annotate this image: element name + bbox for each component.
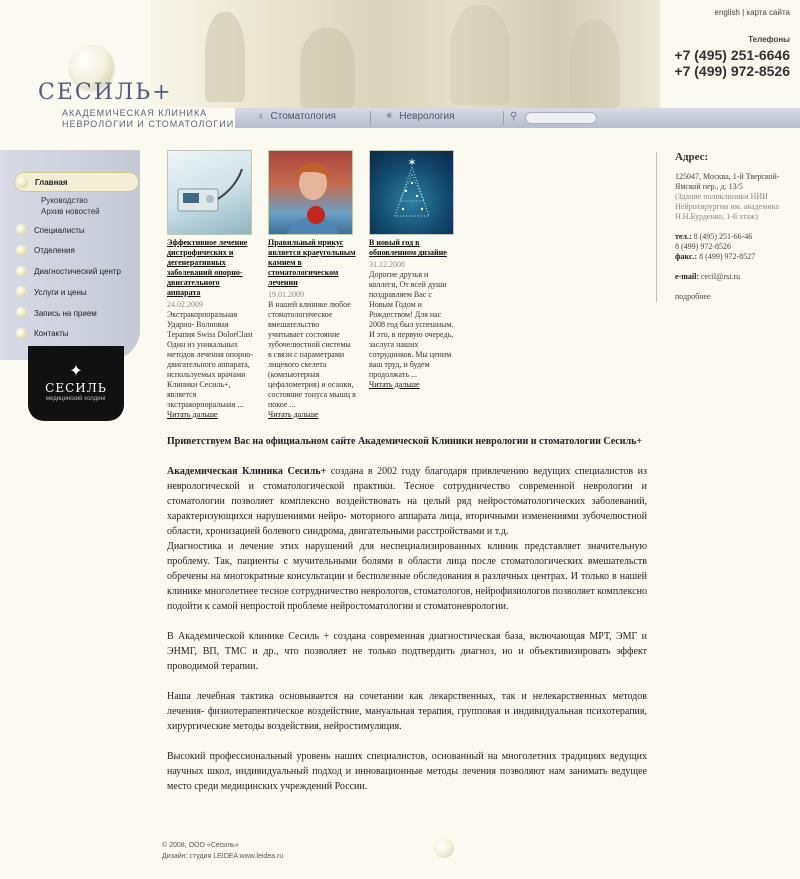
read-more-link[interactable]: Читать дальше: [369, 380, 420, 389]
main-content: [167, 436, 647, 809]
intro-paragraph: [167, 464, 647, 614]
intro-text: создана в 2002 году благодаря привлечению ведущих специалистов из неврологической и стоматологической практики. Тесное сотрудничество современной неврологии и стоматологии позволяет комплексно воздействовать на целый ряд нейростоматологических заболеваний, характеризующихся нарушениями нейро- моторного аппарата лица, вторичными изменениями зубочелюстной области, хронизацией болевого синдрома, двигательными расстройствами и т.д.: [167, 466, 647, 537]
news-text: Экстракорпоральная Ударно- Волновая Терапия Swiss DolorClast Один из уникальных методов лечения опорно-двигательного аппарата, используемых врачами Клиники Сесиль+, является экстракорпоральная ...: [167, 310, 254, 409]
holding-star-icon: ✦: [69, 363, 83, 380]
news-item: [268, 150, 356, 420]
menu-item-home[interactable]: [14, 172, 139, 192]
news-image[interactable]: [268, 150, 353, 235]
news-date: 24.02.2009: [167, 300, 203, 309]
design-credit[interactable]: Дизайн: студия LEIDEA www.leidea.ru: [162, 853, 284, 860]
specialists-paragraph: Высокий профессиональный уровень наших специалистов, основанный на многолетних традициях ведущих научных школ, индивидуальный подход и инновационные методы лечения позволяют нам занимать ведущее место среди медицинских учреждений России.: [167, 751, 647, 792]
tooth-icon: ♁: [257, 111, 265, 122]
top-links-separator: |: [742, 8, 745, 17]
logo-name[interactable]: СЕСИЛЬ+: [38, 80, 173, 105]
phone-number-1: +7 (495) 251-6646: [674, 47, 790, 63]
news-date: 19.01.2009: [268, 290, 304, 299]
header: [0, 0, 800, 145]
read-more-link[interactable]: Читать дальше: [167, 410, 218, 419]
menu-item-contacts[interactable]: [14, 324, 139, 344]
menu-item-appointment[interactable]: [14, 303, 139, 323]
sitemap-link[interactable]: карта сайта: [746, 8, 790, 17]
address-tel-1: [675, 232, 795, 242]
holding-name: СЕСИЛЬ: [45, 381, 107, 395]
phone-number-2: +7 (499) 972-8526: [674, 63, 790, 79]
menu-item-services-prices[interactable]: [14, 282, 139, 302]
fax-value: 8 (499) 972-8527: [699, 252, 756, 261]
address-line: 125047, Москва, 1-й Тверской-Ямской пер., д. 13/5: [675, 172, 780, 191]
menu-bullet-icon: [16, 307, 27, 318]
menu-item-specialists[interactable]: [14, 220, 139, 240]
svg-text:✶: ✶: [407, 157, 417, 169]
clinic-name: Академическая Клиника Сесиль+: [167, 466, 327, 477]
menu-bullet-icon: [16, 245, 27, 256]
address-note: (Здание поликлиники НИИ Нейрохирургии им. академика Н.Н.Бурденко, 1-й этаж): [675, 192, 779, 221]
menu-item-label: Запись на прием: [34, 308, 97, 318]
news-title-link[interactable]: Правильный прикус является краеугольным камнем в стоматологическом лечении: [268, 238, 356, 287]
tab-dentistry-label: Стоматология: [270, 111, 336, 122]
nav-divider: [370, 111, 371, 125]
news-title-link[interactable]: Эффективное лечение дистрофических и дегенеративных заболеваний опорно-двигательного аппарата: [167, 238, 248, 297]
footer: [162, 840, 283, 862]
treatment-paragraph: Наша лечебная тактика основывается на сочетании как лекарственных, так и нелекарственных методов лечения- физиотерапевтическое воздействие, мануальная терапия, групповая и индивидуальная психотерапия, хирургические методы воздействия, нейростимуляция.: [167, 691, 647, 732]
news-item: [369, 150, 457, 390]
search-input[interactable]: [525, 112, 597, 124]
news-item: [167, 150, 255, 420]
logo-tagline: [62, 108, 234, 130]
menu-item-label: Контакты: [34, 329, 69, 339]
submenu-item-management[interactable]: Руководство: [41, 196, 88, 205]
news-text: В нашей клинике любое стоматологическое вмешательство учитывает состояние зубочелюстной системы в связи с параметрами лицевого скелета (компьютерная цефалометрия) и осанки, состояние тонуса мышц в покое ...: [268, 300, 356, 409]
top-navbar: [235, 108, 800, 128]
neuron-icon: ✳: [385, 111, 394, 122]
top-links: [715, 8, 791, 17]
address-block: [675, 152, 795, 302]
copyright: © 2008, ООО «Сесиль»: [162, 842, 239, 849]
email-link[interactable]: cecil@rsi.ru: [701, 272, 741, 281]
news-text: Дорогие друзья и коллеги, От всей души поздравляем Вас с Новым Годом и Рождеством! Для нас 2008 год был успешным. И это, в первую очередь, заслуга наших сотрудников. Мы ценим ваш труд, и будем продолжать ...: [369, 270, 454, 379]
tab-neurology-label: Неврология: [399, 111, 455, 122]
news-date: 31.12.2008: [369, 260, 405, 269]
submenu-item-news-archive[interactable]: Архив новостей: [41, 207, 100, 216]
english-link[interactable]: english: [714, 8, 740, 17]
tagline-line2: НЕВРОЛОГИИ И СТОМАТОЛОГИИ: [62, 119, 235, 129]
page-title: Приветствуем Вас на официальном сайте Академической Клиники неврологии и стоматологии Сесиль+: [167, 436, 643, 447]
menu-item-label: Специалисты: [34, 225, 85, 235]
diagnostic-base-paragraph: В Академической клинике Сесиль + создана современная диагностическая база, включающая МРТ, ЭМГ и ЭНМГ, ВП, ТМС и др., что позволяет не только подтвердить диагноз, но и объективизировать эффект проводимой терапии.: [167, 631, 647, 672]
menu-bullet-icon: [17, 177, 28, 188]
menu-item-label: Услуги и цены: [34, 287, 87, 297]
holding-subtitle: медицинский холдинг: [45, 396, 107, 402]
tel-label: тел.:: [675, 232, 692, 241]
menu-item-departments[interactable]: [14, 241, 139, 261]
address-tel-2: 8 (499) 972-8526: [675, 242, 731, 251]
read-more-link[interactable]: Читать дальше: [268, 410, 319, 419]
news-image[interactable]: [167, 150, 252, 235]
submenu: [14, 195, 139, 217]
holding-logo[interactable]: [28, 346, 124, 421]
tel-value: 8 (495) 251-66-46: [693, 232, 753, 241]
menu-item-label: Диагностический центр: [34, 267, 122, 277]
menu-bullet-icon: [16, 266, 27, 277]
menu-bullet-icon: [16, 224, 27, 235]
address-email: [675, 272, 795, 282]
address-fax: [675, 252, 795, 262]
address-divider: [656, 152, 657, 302]
tab-neurology[interactable]: [385, 111, 455, 122]
menu-bullet-icon: [16, 328, 27, 339]
address-more-link[interactable]: подробнее: [675, 292, 711, 301]
sidebar-menu: [14, 172, 139, 345]
email-label: e-mail:: [675, 272, 699, 281]
nav-divider: [503, 111, 504, 125]
news-title-link[interactable]: В новый год в обновленном дизайне: [369, 238, 447, 257]
news-image[interactable]: [369, 150, 454, 235]
fax-label: факс.:: [675, 252, 698, 261]
footer-pearl-icon: [434, 838, 454, 858]
address-heading: Адрес:: [675, 151, 709, 163]
search-icon[interactable]: ⚲: [510, 111, 518, 122]
menu-bullet-icon: [16, 286, 27, 297]
tagline-line1: АКАДЕМИЧЕСКАЯ КЛИНИКА: [62, 108, 208, 118]
phones-title: Телефоны: [748, 35, 790, 44]
menu-item-diagnostic-center[interactable]: [14, 262, 139, 282]
tab-dentistry[interactable]: [257, 111, 336, 122]
diagnostics-text: Диагностика и лечение этих нарушений для неспециализированных клиник представляет значительную проблему. Так, пациенты с мучительными болями в области лица после стоматологических вмешательств обречены на многократные консультации и бесполезные обследования в различных центрах. И только в нашей клинике многолетнее тесное сотрудничество неврологов, стоматологов, нейрофизиологов позволяет комплексно подойти к самой непростой проблеме нейростоматологии и стоматоневрологии.: [167, 541, 647, 612]
menu-item-label: Главная: [35, 177, 68, 187]
menu-item-label: Отделения: [34, 246, 75, 256]
